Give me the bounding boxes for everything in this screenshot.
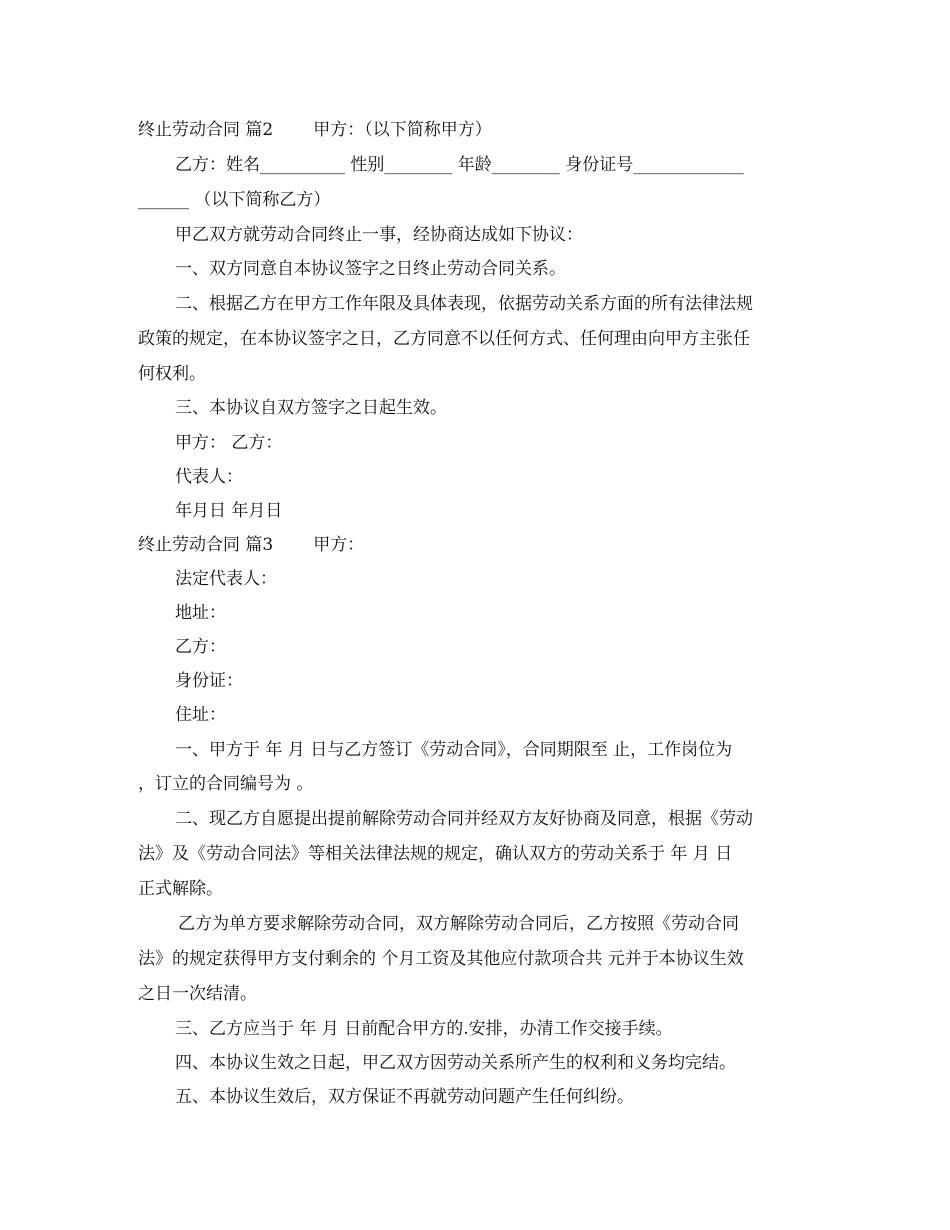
p3-clause-2-line-3: 正式解除。 xyxy=(138,879,223,899)
party-b-info-line-2: ______ （以下简称乙方） xyxy=(138,190,331,210)
p3-settlement-line-2: 法》的规定获得甲方支付剩余的 个月工资及其他应付款项合共 元并于本协议生效 xyxy=(138,949,744,969)
section-3-party-a: 甲方： xyxy=(313,535,365,555)
id-card: 身份证： xyxy=(175,671,243,691)
clause-2-line-2: 政策的规定，在本协议签字之日，乙方同意不以任何方式、任何理由向甲方主张任 xyxy=(138,329,750,349)
p3-settlement-line-1: 乙方为单方要求解除劳动合同，双方解除劳动合同后，乙方按照《劳动合同 xyxy=(178,914,739,934)
signature-date: 年月日 年月日 xyxy=(175,501,283,521)
address: 地址： xyxy=(175,603,226,623)
legal-representative: 法定代表人： xyxy=(175,569,277,589)
p3-clause-2-line-1: 二、现乙方自愿提出提前解除劳动合同并经双方友好协商及同意，根据《劳动 xyxy=(175,809,753,829)
party-b: 乙方： xyxy=(175,637,226,657)
p3-clause-3: 三、乙方应当于 年 月 日前配合甲方的.安排，办清工作交接手续。 xyxy=(175,1019,673,1039)
party-b-info-line-1: 乙方：姓名__________ 性别________ 年龄________ 身份证号_____________ xyxy=(175,155,744,175)
section-2-title: 终止劳动合同 篇2 xyxy=(138,120,274,140)
section-2-party-a: 甲方：（以下简称甲方） xyxy=(313,120,492,140)
signature-parties: 甲方： 乙方： xyxy=(175,433,283,453)
clause-3: 三、本协议自双方签字之日起生效。 xyxy=(175,398,447,418)
section-3-heading xyxy=(138,534,364,556)
clause-2-line-1: 二、根据乙方在甲方工作年限及具体表现，依据劳动关系方面的所有法律法规 xyxy=(175,294,753,314)
section-3-title: 终止劳动合同 篇3 xyxy=(138,535,274,555)
p3-clause-4: 四、本协议生效之日起，甲乙双方因劳动关系所产生的权利和义务均完结。 xyxy=(175,1053,736,1073)
clause-1: 一、双方同意自本协议签字之日终止劳动合同关系。 xyxy=(175,259,566,279)
p3-clause-5: 五、本协议生效后，双方保证不再就劳动问题产生任何纠纷。 xyxy=(175,1087,634,1107)
p3-clause-1-line-1: 一、甲方于 年 月 日与乙方签订《劳动合同》，合同期限至 止，工作岗位为 xyxy=(175,740,733,760)
p3-clause-2-line-2: 法》及《劳动合同法》等相关法律法规的规定，确认双方的劳动关系于 年 月 日 xyxy=(138,844,733,864)
residence: 住址： xyxy=(175,705,226,725)
intro-paragraph: 甲乙双方就劳动合同终止一事，经协商达成如下协议： xyxy=(175,225,583,245)
p3-clause-1-line-2: ，订立的合同编号为 。 xyxy=(138,774,314,794)
signature-representative: 代表人： xyxy=(175,467,243,487)
p3-settlement-line-3: 之日一次结清。 xyxy=(138,984,257,1004)
section-2-heading xyxy=(138,119,492,141)
clause-2-line-3: 何权利。 xyxy=(138,364,206,384)
